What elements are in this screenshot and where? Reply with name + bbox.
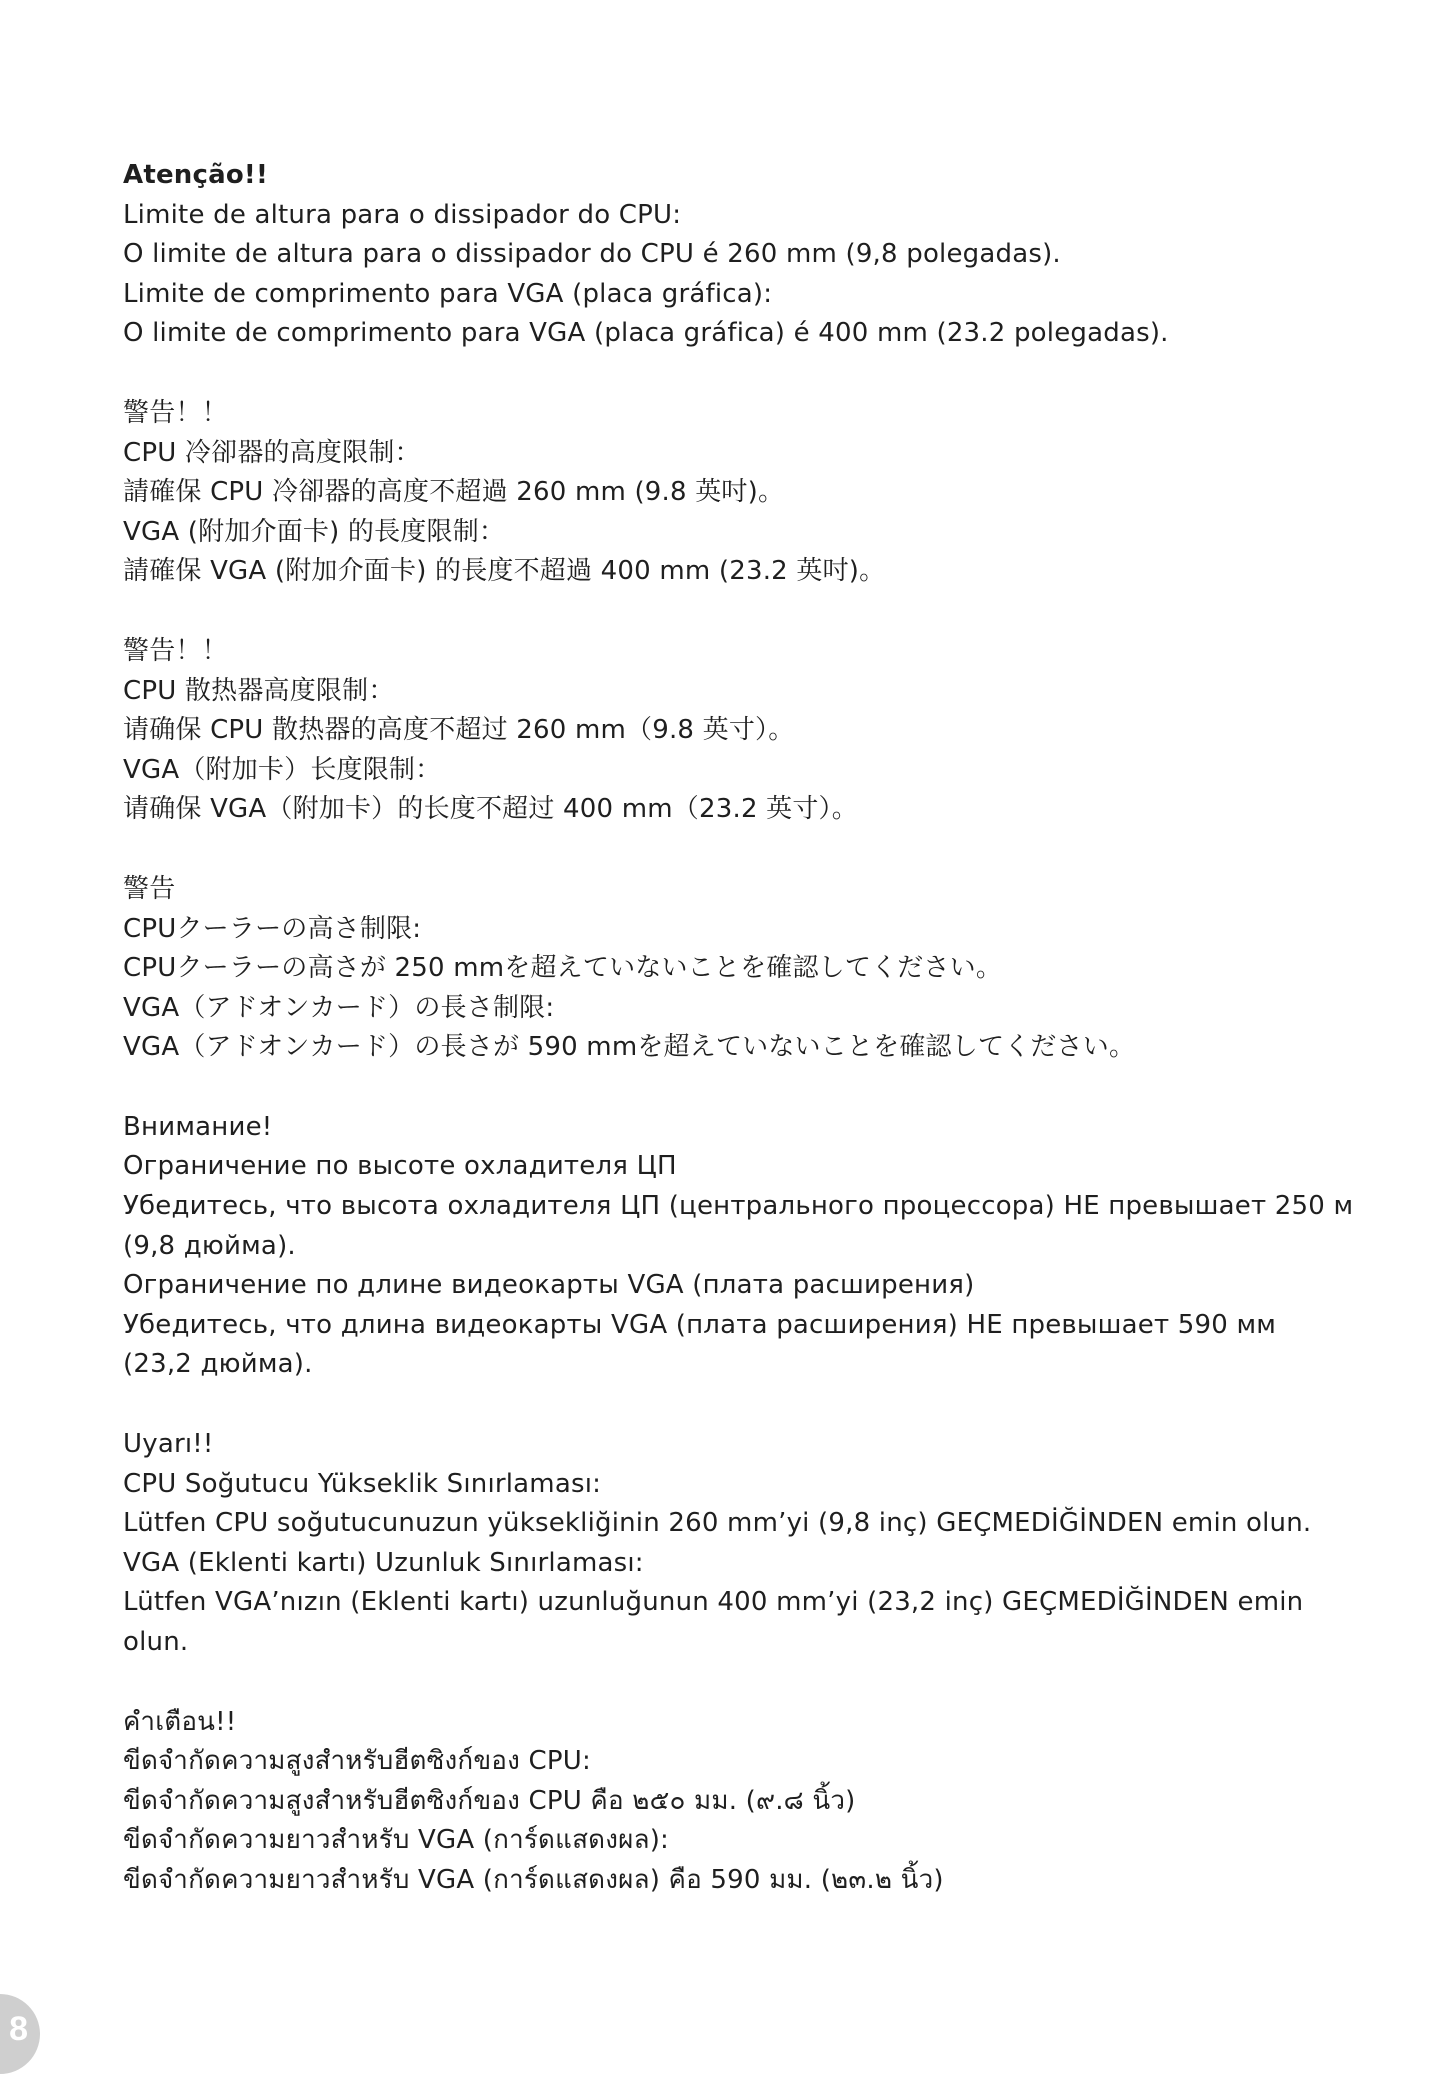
text-line: Ограничение по высоте охладителя ЦП [123,1151,677,1182]
text-line: CPUクーラーの高さが 250 mmを超えていないことを確認してください。 [123,953,1003,984]
text-line: CPU 冷卻器的高度限制： [123,437,421,468]
section-heading: Uyarı!! [123,1429,214,1460]
text-line: CPUクーラーの高さ制限: [123,913,422,944]
text-line: Убедитесь, что длина видеокарты VGA (плата расширения) НЕ превышает 590 мм [123,1309,1277,1340]
text-line: O limite de comprimento para VGA (placa gráfica) é 400 mm (23.2 polegadas). [123,318,1169,349]
text-line: O limite de altura para o dissipador do CPU é 260 mm (9,8 polegadas). [123,239,1061,270]
section-heading: 警告！！ [123,635,228,666]
text-line: 请确保 CPU 散热器的高度不超过 260 mm（9.8 英寸）。 [123,715,795,746]
text-line: ขีดจำกัดความยาวสำหรับ VGA (การ์ดแสดงผล) คือ 590 มม. (๒๓.๒ นิ้ว) [123,1864,944,1895]
section-turkish [123,1425,1353,1663]
text-line: CPU 散热器高度限制： [123,675,395,706]
section-traditional-chinese [123,394,1353,592]
page-number: 8 [9,2010,28,2048]
section-heading: คำเตือน!! [123,1706,237,1737]
text-line: (9,8 дюйма). [123,1230,296,1261]
text-line: 請確保 CPU 冷卻器的高度不超過 260 mm (9.8 英吋)。 [123,477,785,508]
text-line: Limite de altura para o dissipador do CPU: [123,199,682,230]
text-line: VGA（アドオンカード）の長さが 590 mmを超えていないことを確認してください。 [123,1032,1136,1063]
text-line: Lütfen VGA’nızın (Eklenti kartı) uzunluğunun 400 mm’yi (23,2 inç) GEÇMEDİĞİNDEN emin [123,1587,1304,1618]
text-line: CPU Soğutucu Yükseklik Sınırlaması: [123,1468,602,1499]
text-line: ขีดจำกัดความสูงสำหรับฮีตซิงก์ของ CPU คือ ๒๕๐ มม. (๙.๘ นิ้ว) [123,1785,856,1816]
text-line: Убедитесь, что высота охладителя ЦП (центрального процессора) НЕ превышает 250 м [123,1191,1354,1222]
section-portuguese [123,156,1353,354]
section-heading: 警告 [123,873,176,904]
section-heading: Внимание! [123,1111,273,1142]
text-line: VGA (附加介面卡) 的長度限制： [123,516,506,547]
text-line: ขีดจำกัดความยาวสำหรับ VGA (การ์ดแสดงผล): [123,1825,670,1856]
text-line: Ограничение по длине видеокарты VGA (плата расширения) [123,1270,975,1301]
text-line: 請確保 VGA (附加介面卡) 的長度不超過 400 mm (23.2 英吋)。 [123,556,886,587]
text-line: (23,2 дюйма). [123,1349,313,1380]
section-russian [123,1108,1353,1385]
text-line: 请确保 VGA（附加卡）的长度不超过 400 mm（23.2 英寸）。 [123,794,858,825]
text-line: VGA（附加卡）长度限制： [123,754,442,785]
section-simplified-chinese [123,632,1353,830]
text-line: Limite de comprimento para VGA (placa gráfica): [123,278,773,309]
section-heading: 警告！！ [123,397,228,428]
text-line: VGA (Eklenti kartı) Uzunluk Sınırlaması: [123,1547,644,1578]
section-heading: Atenção!! [123,160,269,190]
document-body [123,156,1353,1941]
text-line: ขีดจำกัดความสูงสำหรับฮีตซิงก์ของ CPU: [123,1746,591,1777]
section-thai [123,1703,1353,1901]
page-number-badge [0,1994,40,2074]
text-line: olun. [123,1627,189,1657]
section-japanese [123,870,1353,1068]
text-line: VGA（アドオンカード）の長さ制限: [123,992,555,1023]
text-line: Lütfen CPU soğutucunuzun yüksekliğinin 260 mm’yi (9,8 inç) GEÇMEDİĞİNDEN emin olun. [123,1508,1312,1539]
